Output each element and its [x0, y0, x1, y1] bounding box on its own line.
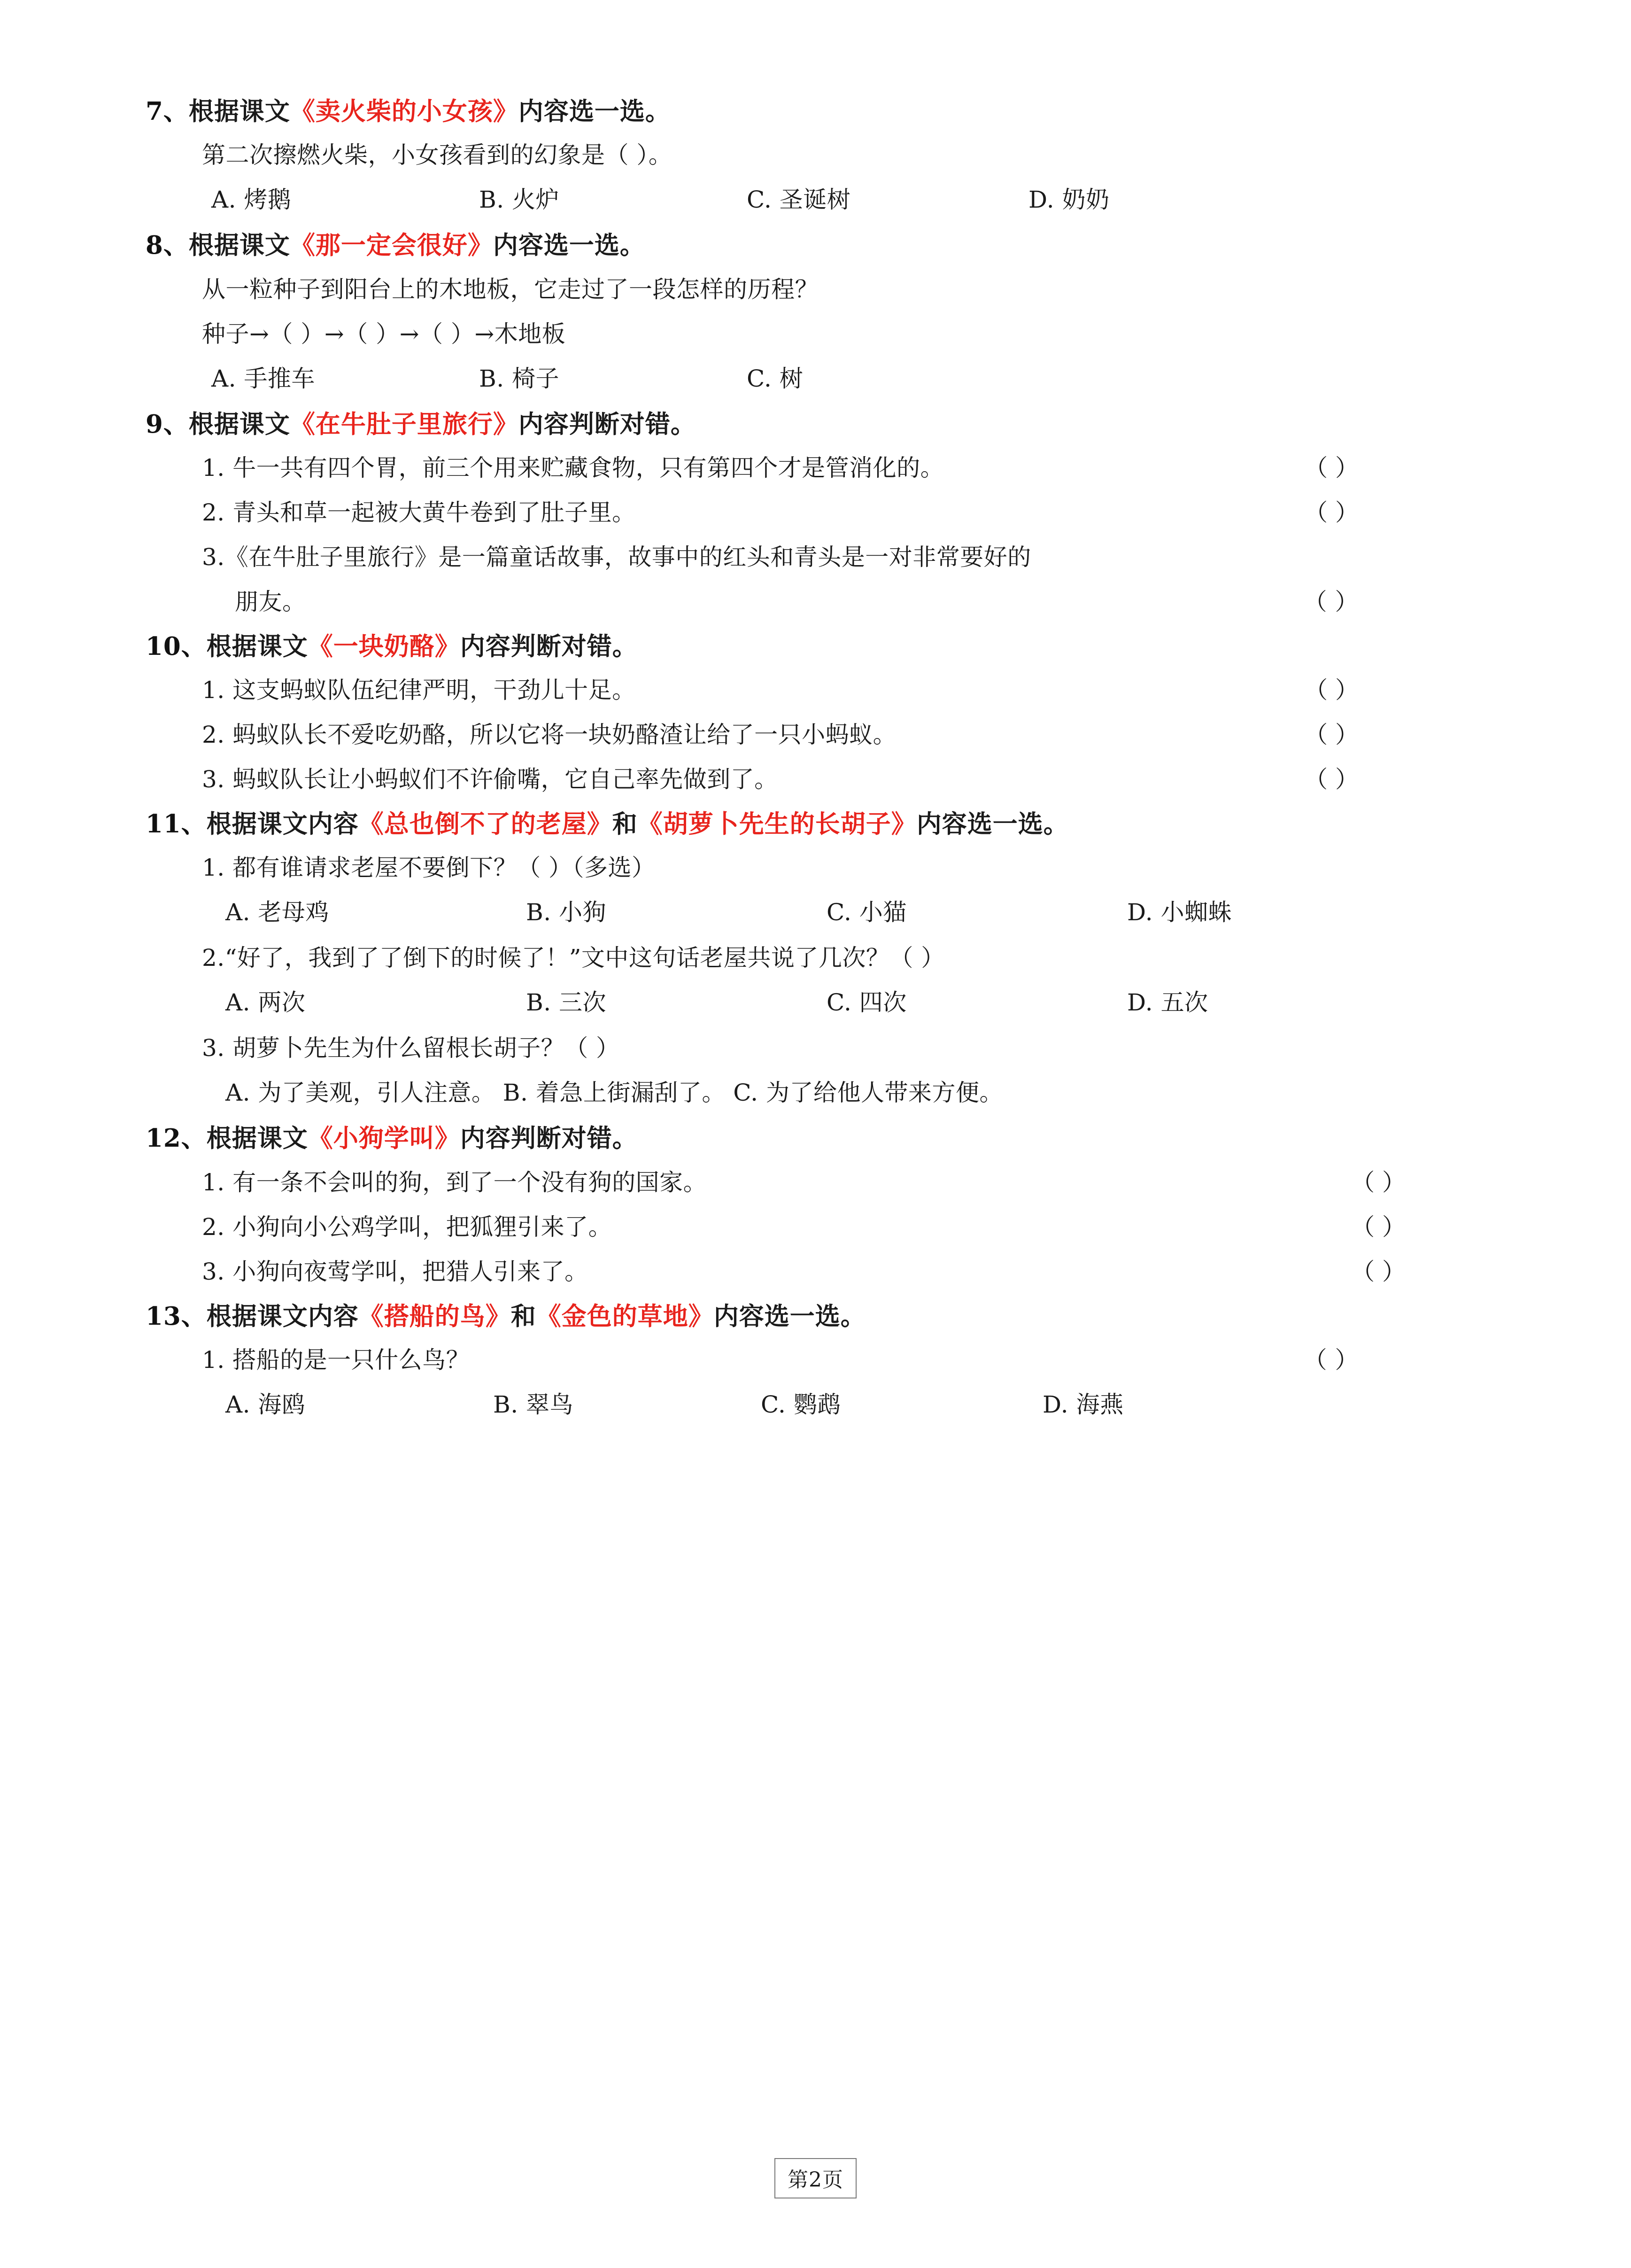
- question-11-sub-2-options: [117, 985, 1514, 1020]
- question-13-head-post: 内容选一选。: [713, 1301, 866, 1331]
- question-11-title-2: 《胡萝卜先生的长胡子》: [637, 809, 917, 839]
- question-7-options: [117, 182, 1514, 217]
- question-9-item-3-text: 3.《在牛肚子里旅行》是一篇童话故事，故事中的红头和青头是一对非常要好的: [202, 543, 1031, 571]
- question-9-item-3-answer-box[interactable]: （ ）: [1303, 588, 1359, 615]
- question-12-item-3-answer-box[interactable]: （ ）: [1351, 1258, 1406, 1285]
- question-12: [117, 1121, 1514, 1289]
- question-8: [117, 228, 1514, 396]
- question-13: [117, 1299, 1514, 1422]
- question-11-sub-3-options[interactable]: A. 为了美观，引人注意。 B. 着急上街漏刮了。 C. 为了给他人带来方便。: [225, 1079, 1003, 1107]
- question-10-head-pre: 根据课文: [206, 631, 308, 661]
- question-13-title-2: 《金色的草地》: [536, 1301, 714, 1331]
- question-9-head-post: 内容判断对错。: [518, 409, 696, 439]
- question-10-item-1-text: 1. 这支蚂蚁队伍纪律严明，干劲儿十足。: [202, 676, 636, 704]
- question-8-stem-chain[interactable]: 种子→（ ）→（ ）→（ ）→木地板: [202, 320, 566, 348]
- question-9-item-1-answer-box[interactable]: （ ）: [1304, 454, 1359, 482]
- question-12-item-2-answer-box[interactable]: （ ）: [1351, 1213, 1406, 1241]
- question-11-head-mid: 和: [612, 809, 638, 839]
- question-12-heading: [117, 1121, 1514, 1156]
- question-8-heading: [117, 228, 1514, 263]
- question-7: [117, 94, 1514, 217]
- question-7-option-a[interactable]: A. 烤鹅: [211, 186, 292, 214]
- page-footer: [0, 2158, 1631, 2198]
- question-12-item-1-text: 1. 有一条不会叫的狗，到了一个没有狗的国家。: [202, 1168, 707, 1196]
- question-12-item-3-text: 3. 小狗向夜莺学叫，把猎人引来了。: [202, 1258, 588, 1285]
- question-11-sub-2-option-c[interactable]: C. 四次: [827, 989, 907, 1017]
- question-13-number: 13、: [146, 1301, 207, 1331]
- question-12-head-post: 内容判断对错。: [460, 1124, 638, 1153]
- question-7-head-pre: 根据课文: [188, 97, 290, 126]
- question-11-sub-3[interactable]: 3. 胡萝卜先生为什么留根长胡子？（ ）: [202, 1034, 620, 1062]
- question-9-head-pre: 根据课文: [188, 409, 290, 439]
- question-11: [117, 807, 1514, 1111]
- question-11-heading: [117, 807, 1514, 842]
- question-8-option-c[interactable]: C. 树: [747, 365, 804, 392]
- question-7-heading: [117, 94, 1514, 129]
- question-12-number: 12、: [146, 1124, 207, 1153]
- question-12-item-1-answer-box[interactable]: （ ）: [1351, 1168, 1406, 1196]
- question-13-option-b[interactable]: B. 翠鸟: [493, 1390, 574, 1418]
- question-8-option-b[interactable]: B. 椅子: [479, 365, 560, 392]
- question-9-item-1: [117, 450, 1514, 486]
- question-12-title: 《小狗学叫》: [308, 1124, 460, 1153]
- question-11-sub-2-option-d[interactable]: D. 五次: [1127, 989, 1208, 1017]
- question-9-item-2-text: 2. 青头和草一起被大黄牛卷到了肚子里。: [202, 498, 636, 526]
- question-13-title-1: 《搭船的鸟》: [358, 1301, 511, 1331]
- question-10-head-post: 内容判断对错。: [460, 631, 638, 661]
- question-8-title: 《那一定会很好》: [290, 231, 493, 260]
- question-10-item-3-text: 3. 蚂蚁队长让小蚂蚁们不许偷嘴，它自己率先做到了。: [202, 766, 778, 793]
- question-13-head-pre: 根据课文内容: [206, 1301, 359, 1331]
- question-9: [117, 407, 1514, 620]
- question-10-item-2-text: 2. 蚂蚁队长不爱吃奶酪，所以它将一块奶酪渣让给了一只小蚂蚁。: [202, 721, 897, 748]
- question-9-item-1-text: 1. 牛一共有四个胃，前三个用来贮藏食物，只有第四个才是管消化的。: [202, 454, 944, 482]
- question-7-head-post: 内容选一选。: [518, 97, 671, 126]
- question-10-number: 10、: [146, 631, 207, 661]
- question-10-item-1: [117, 673, 1514, 708]
- question-12-head-pre: 根据课文: [206, 1124, 308, 1153]
- page-number: 第2页: [774, 2158, 857, 2198]
- question-10-item-3-answer-box[interactable]: （ ）: [1304, 766, 1359, 793]
- question-10-item-2: [117, 717, 1514, 753]
- question-9-number: 9、: [146, 409, 189, 439]
- question-11-sub-2-option-b[interactable]: B. 三次: [526, 989, 607, 1017]
- question-13-option-a[interactable]: A. 海鸥: [225, 1390, 306, 1418]
- question-10-title: 《一块奶酪》: [308, 631, 460, 661]
- question-11-head-pre: 根据课文内容: [206, 809, 359, 839]
- question-9-title: 《在牛肚子里旅行》: [290, 409, 518, 439]
- question-7-number: 7、: [146, 97, 189, 126]
- question-11-sub-1-option-b[interactable]: B. 小狗: [526, 899, 607, 926]
- question-8-stem: 从一粒种子到阳台上的木地板，它走过了一段怎样的历程？: [202, 275, 819, 303]
- question-10-item-1-answer-box[interactable]: （ ）: [1304, 676, 1359, 704]
- question-12-item-3: [117, 1254, 1514, 1289]
- question-9-item-3-continued-text: 朋友。: [235, 588, 306, 615]
- question-13-sub-1-answer-box[interactable]: （ ）: [1303, 1346, 1359, 1374]
- question-13-head-mid: 和: [510, 1301, 536, 1331]
- question-12-item-1: [117, 1165, 1514, 1200]
- question-11-sub-1-option-d[interactable]: D. 小蜘蛛: [1127, 899, 1232, 926]
- question-13-option-d[interactable]: D. 海燕: [1043, 1390, 1124, 1418]
- question-9-item-3-continued: [117, 584, 1514, 620]
- question-9-item-2: [117, 495, 1514, 530]
- question-11-sub-2[interactable]: 2.“好了，我到了了倒下的时候了！”文中这句话老屋共说了几次？（ ）: [202, 944, 945, 972]
- question-8-options: [117, 361, 1514, 396]
- question-12-item-2: [117, 1210, 1514, 1245]
- question-7-title: 《卖火柴的小女孩》: [290, 97, 518, 126]
- question-11-sub-1-option-c[interactable]: C. 小猫: [827, 899, 907, 926]
- question-9-item-2-answer-box[interactable]: （ ）: [1304, 498, 1359, 526]
- question-11-sub-1[interactable]: 1. 都有谁请求老屋不要倒下？（ ）（多选）: [202, 854, 656, 882]
- question-10: [117, 629, 1514, 797]
- question-8-head-post: 内容选一选。: [493, 231, 645, 260]
- question-11-number: 11、: [146, 809, 207, 839]
- question-8-number: 8、: [146, 231, 189, 260]
- question-13-heading: [117, 1299, 1514, 1334]
- question-13-sub-1-text: 1. 搭船的是一只什么鸟？: [202, 1346, 470, 1374]
- question-11-sub-1-option-a[interactable]: A. 老母鸡: [225, 899, 329, 926]
- question-9-item-3: [117, 540, 1514, 575]
- question-13-sub-1: [117, 1343, 1514, 1378]
- question-13-sub-1-options: [117, 1387, 1514, 1422]
- question-8-head-pre: 根据课文: [188, 231, 290, 260]
- question-8-option-a[interactable]: A. 手推车: [211, 365, 315, 392]
- question-7-option-d[interactable]: D. 奶奶: [1028, 186, 1110, 214]
- question-7-option-b[interactable]: B. 火炉: [479, 186, 560, 214]
- question-7-stem: 第二次擦燃火柴，小女孩看到的幻象是（ ）。: [202, 141, 672, 169]
- question-11-sub-2-option-a[interactable]: A. 两次: [225, 989, 306, 1017]
- question-9-heading: [117, 407, 1514, 442]
- question-10-item-3: [117, 762, 1514, 797]
- question-12-item-2-text: 2. 小狗向小公鸡学叫，把狐狸引来了。: [202, 1213, 612, 1241]
- question-11-head-post: 内容选一选。: [916, 809, 1069, 839]
- question-11-sub-1-options: [117, 895, 1514, 930]
- question-7-option-c[interactable]: C. 圣诞树: [747, 186, 851, 214]
- question-11-title-1: 《总也倒不了的老屋》: [358, 809, 612, 839]
- question-10-item-2-answer-box[interactable]: （ ）: [1304, 721, 1359, 748]
- question-13-option-c[interactable]: C. 鹦鹉: [761, 1390, 841, 1418]
- question-10-heading: [117, 629, 1514, 664]
